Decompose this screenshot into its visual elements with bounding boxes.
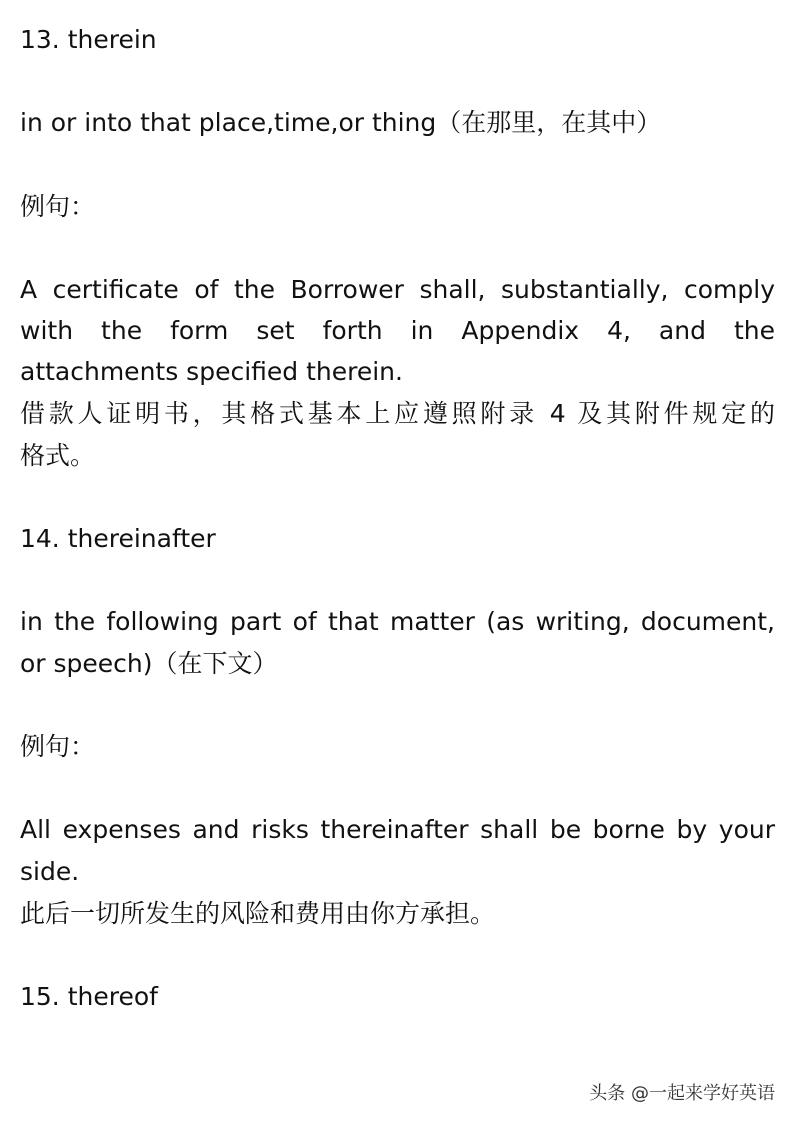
example-label-14: 例句：	[20, 732, 96, 761]
example-en-line-2: with the form set forth in Appendix 4, and the	[20, 316, 775, 345]
example-en-14-line-2: side.	[20, 857, 80, 886]
entry-definition-14-line-1: in the following part of that matter (as writing, document,	[20, 607, 775, 636]
entry-definition-13: in or into that place,time,or thing（在那里，在其中）	[20, 108, 662, 137]
example-cn-14-line-1: 此后一切所发生的风险和费用由你方承担。	[20, 899, 496, 928]
example-cn-line-2: 格式。	[20, 441, 96, 470]
example-cn-line-1: 借款人证明书，其格式基本上应遵照附录 4 及其附件规定的	[20, 399, 775, 428]
example-label-13: 例句：	[20, 192, 96, 221]
example-en-14-line-1: All expenses and risks thereinafter shall be borne by your	[20, 815, 775, 844]
example-en-line-1: A certificate of the Borrower shall, substantially, comply	[20, 275, 775, 304]
entry-definition-14-line-2: or speech)（在下文）	[20, 649, 278, 678]
entry-heading-13: 13. therein	[20, 25, 157, 54]
example-en-line-3: attachments specified therein.	[20, 357, 403, 386]
entry-heading-15: 15. thereof	[20, 982, 158, 1011]
watermark-text: 头条 @一起来学好英语	[589, 1083, 775, 1104]
entry-heading-14: 14. thereinafter	[20, 524, 216, 553]
